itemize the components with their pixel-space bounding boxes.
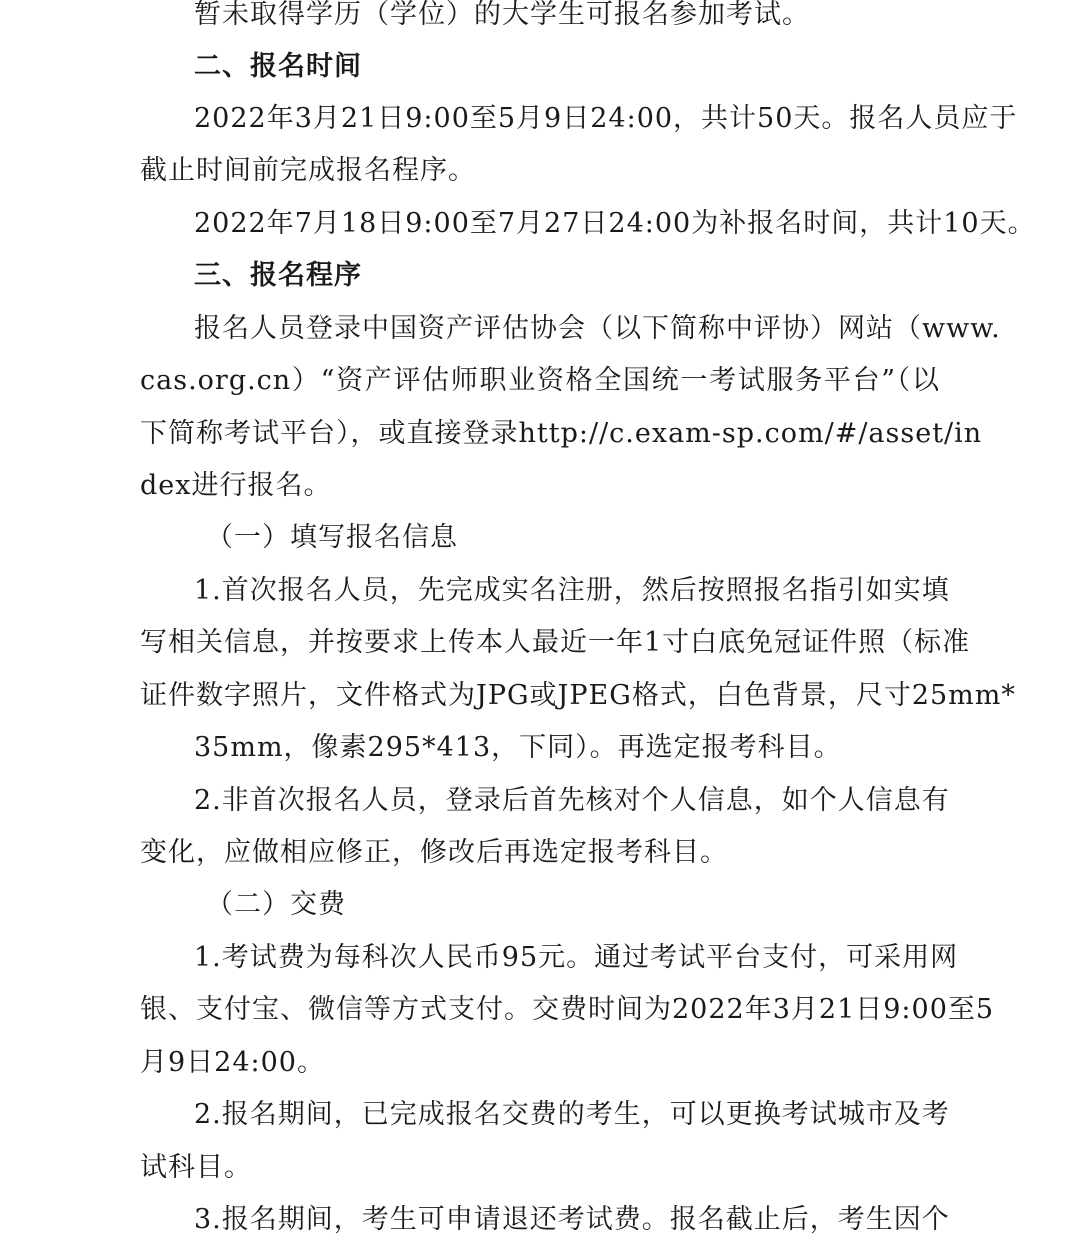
subsection-heading-payment: （二）交费 xyxy=(206,889,346,920)
paragraph-line: 35mm，像素295*413，下同）。再选定报考科目。 xyxy=(194,732,842,763)
paragraph-line: 2.非首次报名人员，登录后首先核对个人信息，如个人信息有 xyxy=(194,785,950,816)
paragraph-line: 写相关信息，并按要求上传本人最近一年1寸白底免冠证件照（标准 xyxy=(140,627,971,658)
paragraph-line: 试科目。 xyxy=(140,1152,252,1183)
paragraph-line: 下简称考试平台），或直接登录http://c.exam-sp.com/#/asset/in xyxy=(140,418,983,449)
section-heading-registration-procedure: 三、报名程序 xyxy=(194,260,362,291)
paragraph-line: 2.报名期间，已完成报名交费的考生，可以更换考试城市及考 xyxy=(194,1099,950,1130)
paragraph-line: 变化，应做相应修正，修改后再选定报考科目。 xyxy=(140,837,728,868)
paragraph-line: 3.报名期间，考生可申请退还考试费。报名截止后，考生因个 xyxy=(194,1204,950,1235)
paragraph-line: 暂未取得学历（学位）的大学生可报名参加考试。 xyxy=(194,0,810,30)
section-heading-registration-time: 二、报名时间 xyxy=(194,51,362,82)
paragraph-line: cas.org.cn）“资产评估师职业资格全国统一考试服务平台”（以 xyxy=(140,365,940,396)
paragraph-line: 银、支付宝、微信等方式支付。交费时间为2022年3月21日9:00至5 xyxy=(140,994,995,1025)
paragraph-line: 证件数字照片，文件格式为JPG或JPEG格式，白色背景，尺寸25mm* xyxy=(140,680,1016,711)
paragraph-line: dex进行报名。 xyxy=(140,470,332,501)
paragraph-line: 截止时间前完成报名程序。 xyxy=(140,155,476,186)
paragraph-line: 月9日24:00。 xyxy=(140,1047,325,1078)
paragraph-line: 报名人员登录中国资产评估协会（以下简称中评协）网站（www. xyxy=(194,313,1001,344)
paragraph-line: 2022年7月18日9:00至7月27日24:00为补报名时间，共计10天。 xyxy=(194,208,1036,239)
paragraph-line: 1.考试费为每科次人民币95元。通过考试平台支付，可采用网 xyxy=(194,942,959,973)
paragraph-line: 1.首次报名人员，先完成实名注册，然后按照报名指引如实填 xyxy=(194,575,950,606)
subsection-heading-fill-info: （一）填写报名信息 xyxy=(206,522,458,553)
paragraph-line: 2022年3月21日9:00至5月9日24:00，共计50天。报名人员应于 xyxy=(194,103,1018,134)
